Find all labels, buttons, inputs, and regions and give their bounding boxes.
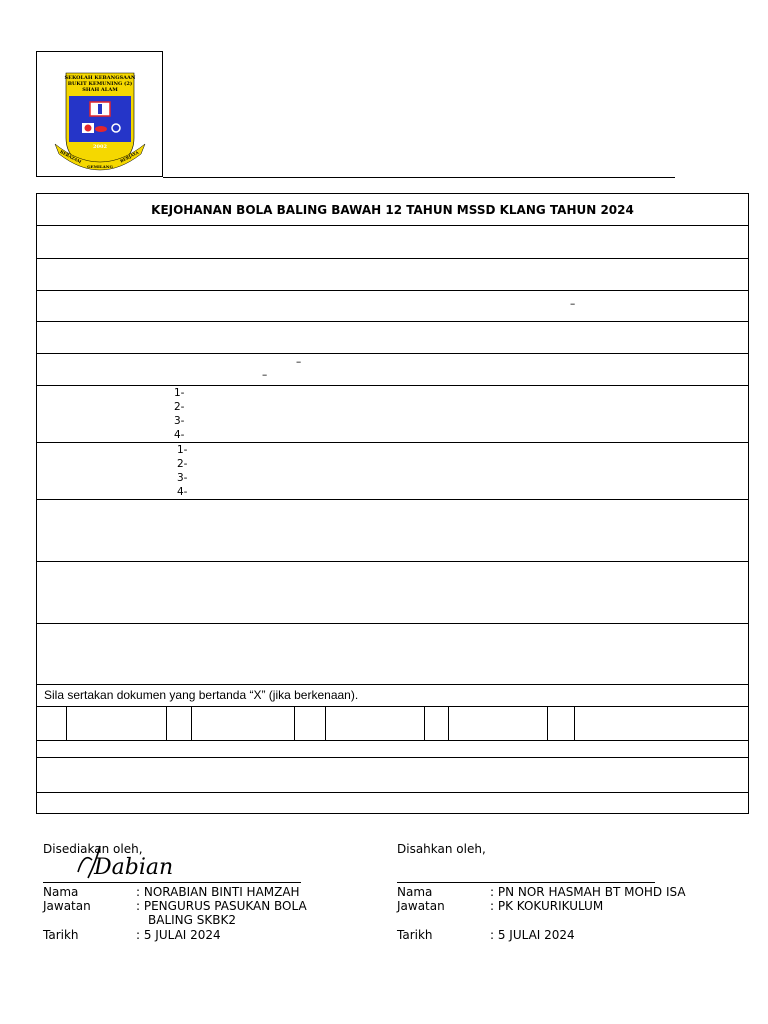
- dash-mark: –: [262, 369, 268, 381]
- row-divider: [37, 792, 748, 793]
- form-title: KEJOHANAN BOLA BALING BAWAH 12 TAHUN MSSD KLANG TAHUN 2024: [151, 203, 634, 217]
- column-divider: [574, 706, 575, 740]
- handwritten-signature: [78, 846, 173, 880]
- row-divider: [37, 684, 748, 685]
- prepared-name-label: Nama: [43, 885, 79, 899]
- row-divider: [37, 623, 748, 624]
- list-item: 2-: [174, 401, 185, 413]
- list-item: 1-: [174, 387, 185, 399]
- logo-motto-left: BERAZAM: [59, 148, 83, 165]
- approved-position-label: Jawatan: [397, 899, 445, 913]
- prepared-date-value: : 5 JULAI 2024: [136, 928, 221, 942]
- dash-mark: –: [570, 298, 576, 310]
- prepared-position-label: Jawatan: [43, 899, 91, 913]
- list-item: 4-: [174, 429, 185, 441]
- approved-name-value: : PN NOR HASMAH BT MOHD ISA: [490, 885, 686, 899]
- school-crest-logo: [37, 52, 164, 178]
- column-divider: [66, 706, 67, 740]
- approved-position-value: : PK KOKURIKULUM: [490, 899, 604, 913]
- approved-name-label: Nama: [397, 885, 433, 899]
- row-divider: [37, 258, 748, 259]
- prepared-position-value: : PENGURUS PASUKAN BOLA: [136, 899, 307, 913]
- column-divider: [294, 706, 295, 740]
- prepared-by-label: Disediakan oleh,: [43, 842, 143, 856]
- logo-year: 2002: [93, 144, 107, 150]
- list-item: 4-: [177, 486, 188, 498]
- form-table: [36, 193, 749, 814]
- column-divider: [547, 706, 548, 740]
- logo-motto-center: GEMILANG: [87, 164, 113, 169]
- column-divider: [325, 706, 326, 740]
- column-divider: [424, 706, 425, 740]
- row-divider: [37, 225, 748, 226]
- prepared-name-value: : NORABIAN BINTI HAMZAH: [136, 885, 300, 899]
- row-divider: [37, 353, 748, 354]
- prepared-date-label: Tarikh: [43, 928, 79, 942]
- row-divider: [37, 740, 748, 741]
- dash-mark: –: [296, 356, 302, 368]
- column-divider: [448, 706, 449, 740]
- logo-school-name-3: SHAH ALAM: [82, 87, 118, 93]
- row-divider: [37, 442, 748, 443]
- header-rule: [163, 177, 675, 178]
- prepared-position-value-2: BALING SKBK2: [148, 913, 236, 927]
- row-divider: [37, 385, 748, 386]
- row-divider: [37, 561, 748, 562]
- list-item: 3-: [177, 472, 188, 484]
- prepared-signature-line: [43, 882, 301, 883]
- approved-date-value: : 5 JULAI 2024: [490, 928, 575, 942]
- column-divider: [191, 706, 192, 740]
- signature-image: [70, 842, 200, 884]
- school-logo-box: [36, 51, 163, 177]
- row-divider: [37, 757, 748, 758]
- row-divider: [37, 706, 748, 707]
- row-divider: [37, 499, 748, 500]
- list-item: 3-: [174, 415, 185, 427]
- row-divider: [37, 290, 748, 291]
- logo-school-name-1: SEKOLAH KEBANGSAAN: [64, 75, 136, 81]
- column-divider: [166, 706, 167, 740]
- row-divider: [37, 321, 748, 322]
- signature-text: Dabian: [94, 855, 174, 880]
- list-item: 1-: [177, 444, 188, 456]
- approved-by-label: Disahkan oleh,: [397, 842, 486, 856]
- approved-date-label: Tarikh: [397, 928, 433, 942]
- attachment-note: Sila sertakan dokumen yang bertanda “X” (jika berkenaan).: [44, 688, 359, 702]
- logo-school-name-2: BUKIT KEMUNING (2): [67, 81, 133, 87]
- list-item: 2-: [177, 458, 188, 470]
- logo-motto-right: BERJAYA: [119, 149, 140, 164]
- approved-signature-line: [397, 882, 655, 883]
